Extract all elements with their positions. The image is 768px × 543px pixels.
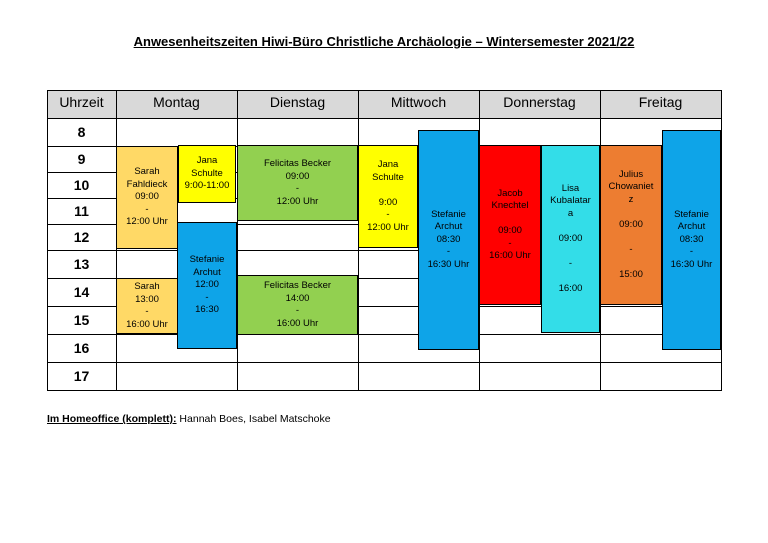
shift-block-freitag-julius (600, 145, 662, 305)
grid-hline (47, 90, 722, 91)
shift-line (630, 231, 633, 244)
hour-15: 15 (73, 312, 90, 328)
shift-line: Schulte (191, 167, 223, 179)
hour-14: 14 (73, 284, 90, 300)
grid-hline (47, 334, 722, 335)
shift-line: Archut (677, 221, 706, 233)
shift-block-dienstag-felicitas-becker (237, 145, 358, 221)
shift-block-mittwoch-jana (358, 145, 418, 248)
shift-block-donnerstag-jacob (479, 145, 541, 305)
shift-line: Knechtel (491, 200, 529, 211)
shift-line: 16:30 Uhr (427, 258, 470, 270)
shift-line: Felicitas Becker (263, 280, 332, 291)
shift-line: z (628, 193, 634, 205)
shift-line: - (295, 183, 300, 194)
shift-line: Lisa (561, 182, 580, 194)
shift-line: 16:30 (195, 304, 219, 316)
shift-line: 16:00 Uhr (126, 318, 168, 330)
shift-line (387, 184, 390, 197)
shift-line: Stefanie (431, 208, 466, 220)
shift-line: Sarah (134, 281, 160, 292)
shift-line: - (205, 291, 209, 303)
shift-line: 16:00 Uhr (276, 317, 319, 329)
shift-line: 08:30 (679, 233, 704, 245)
header-day-dienstag: Dienstag (269, 94, 326, 110)
shift-line: 16:00 Uhr (489, 250, 531, 261)
shift-line: Archut (193, 266, 221, 278)
shift-line: Schulte (372, 171, 404, 183)
shift-line (630, 256, 633, 269)
shift-line: 09:00 (619, 218, 643, 230)
header-day-freitag: Freitag (638, 94, 683, 110)
grid-hline (47, 362, 722, 363)
hour-13: 13 (73, 256, 90, 272)
shift-line: 09:00 (135, 191, 159, 203)
shift-line: 12:00 Uhr (276, 195, 319, 207)
shift-block-mittwoch-stefanie (418, 130, 479, 350)
shift-line: - (629, 243, 633, 255)
shift-line: Fahldieck (126, 178, 168, 190)
shift-line: 12:00 (195, 279, 219, 291)
shift-line: Stefanie (189, 254, 225, 266)
shift-line: 09:00 (285, 170, 310, 182)
shift-block-montag-sarah (116, 146, 178, 249)
grid-vline (237, 90, 238, 391)
shift-block-freitag-stefanie (662, 130, 721, 350)
shift-line (630, 206, 633, 219)
shift-line: Julius (618, 168, 644, 180)
shift-line: 16:30 Uhr (670, 258, 713, 270)
shift-line: 12:00 Uhr (126, 216, 168, 228)
shift-block-montag-sarah (116, 278, 178, 334)
shift-line: - (295, 305, 300, 316)
shift-line: Felicitas Becker (263, 158, 332, 169)
hour-11: 11 (74, 203, 89, 219)
grid-vline (721, 90, 722, 391)
shift-line: 13:00 (135, 293, 159, 305)
header-time: Uhrzeit (59, 94, 104, 110)
shift-block-dienstag-felicitas-becker (237, 275, 358, 335)
shift-line (569, 270, 572, 283)
shift-line: - (689, 246, 694, 258)
shift-line: 15:00 (619, 268, 643, 280)
shift-line: 08:30 (436, 233, 461, 245)
shift-line: Jana (377, 159, 399, 170)
shift-line: 9:00-11:00 (184, 180, 230, 192)
shift-line: Stefanie (674, 208, 709, 220)
shift-block-montag-stefanie (177, 222, 237, 349)
shift-line: 09:00 (498, 225, 522, 236)
hour-8: 8 (77, 124, 86, 140)
shift-block-montag-jana (178, 145, 236, 203)
shift-line: - (508, 237, 512, 249)
header-day-donnerstag: Donnerstag (503, 94, 576, 110)
homeoffice-label: Im Homeoffice (komplett): (47, 413, 177, 425)
shift-line: 16:00 (558, 282, 583, 294)
shift-line: 9:00 (378, 196, 398, 208)
shift-line: - (386, 209, 390, 220)
shift-line (569, 220, 572, 233)
hour-16: 16 (73, 340, 90, 356)
shift-block-donnerstag-lisa (541, 145, 600, 333)
homeoffice-note (47, 413, 331, 425)
shift-line: - (145, 203, 149, 215)
hour-17: 17 (73, 368, 90, 384)
shift-line: 14:00 (285, 292, 310, 304)
header-day-montag: Montag (153, 94, 200, 110)
page-title: Anwesenheitszeiten Hiwi-Büro Christliche Archäologie – Wintersemester 2021/22 (133, 34, 635, 49)
shift-line: 09:00 (558, 232, 583, 244)
header-day-mittwoch: Mittwoch (390, 94, 447, 110)
shift-line: Jana (196, 155, 218, 167)
shift-line: - (568, 257, 573, 269)
shift-line (569, 245, 572, 258)
shift-line (509, 213, 512, 226)
grid-hline (47, 390, 722, 391)
homeoffice-names: Hannah Boes, Isabel Matschoke (176, 413, 331, 425)
shift-line: Kubalatar (550, 195, 591, 207)
shift-line: Chowaniet (608, 181, 654, 193)
shift-line: Archut (434, 221, 463, 233)
shift-line: Jacob (497, 187, 523, 199)
grid-vline (47, 90, 48, 391)
grid-hline (47, 118, 722, 119)
hour-10: 10 (73, 177, 90, 193)
hour-12: 12 (73, 229, 90, 245)
shift-line: - (446, 246, 451, 258)
hour-9: 9 (77, 151, 86, 167)
shift-line: a (567, 207, 574, 219)
shift-line: 12:00 Uhr (367, 221, 409, 233)
shift-line: - (145, 306, 149, 317)
shift-line: Sarah (134, 166, 160, 178)
